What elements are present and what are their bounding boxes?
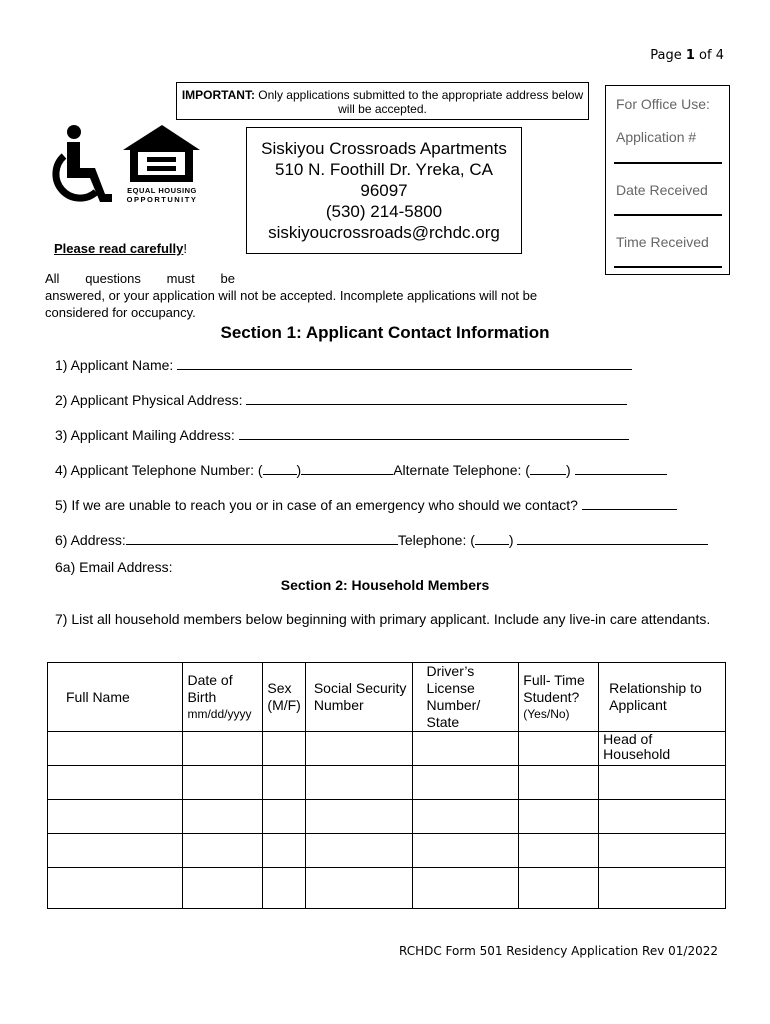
cell-dob[interactable] xyxy=(183,834,263,868)
header-ssn: Social Security Number xyxy=(305,663,412,732)
cell-dob[interactable] xyxy=(183,868,263,909)
cell-sex[interactable] xyxy=(263,732,305,766)
cell-sex[interactable] xyxy=(263,766,305,800)
table-row xyxy=(48,834,726,868)
cell-dl[interactable] xyxy=(412,732,519,766)
cell-sex[interactable] xyxy=(263,834,305,868)
date-received-label: Date Received xyxy=(616,182,708,198)
important-text: Only applications submitted to the appropriate address below will be accepted. xyxy=(254,88,584,116)
emergency-contact-row xyxy=(55,495,677,513)
cell-dl[interactable] xyxy=(412,766,519,800)
alternate-telephone-label: Alternate Telephone: ( xyxy=(393,462,530,478)
household-instructions: 7) List all household members below beginning with primary applicant. Include any live-in care attendants. xyxy=(55,611,711,627)
page-number: Page 1 of 4 xyxy=(650,48,724,63)
logos xyxy=(50,122,205,212)
header-drivers-license: Driver’s License Number/ State xyxy=(412,663,519,732)
mailing-address-row xyxy=(55,425,629,443)
office-use-title: For Office Use: xyxy=(616,96,710,112)
time-received-label: Time Received xyxy=(616,234,709,250)
office-use-box xyxy=(605,85,730,275)
cell-ssn[interactable] xyxy=(305,868,412,909)
cell-ssn[interactable] xyxy=(305,834,412,868)
table-row xyxy=(48,766,726,800)
table-row xyxy=(48,868,726,909)
property-zip: 96097 xyxy=(360,181,408,200)
cell-student[interactable] xyxy=(519,766,599,800)
cell-sex[interactable] xyxy=(263,868,305,909)
email-address-label: 6a) Email Address: xyxy=(55,559,173,575)
physical-address-label: 2) Applicant Physical Address: xyxy=(55,392,243,408)
emergency-contact-label: 5) If we are unable to reach you or in case of an emergency who should we contact? xyxy=(55,497,578,513)
header-full-name: Full Name xyxy=(48,663,183,732)
property-email: siskiyoucrossroads@rchdc.org xyxy=(268,223,500,242)
emergency-address-field[interactable] xyxy=(126,530,398,545)
alternate-area-field[interactable] xyxy=(530,460,566,475)
cell-sex[interactable] xyxy=(263,800,305,834)
header-relationship: Relationship to Applicant xyxy=(599,663,726,732)
emergency-address-label: 6) Address: xyxy=(55,532,126,548)
cell-ssn[interactable] xyxy=(305,732,412,766)
emergency-contact-field[interactable] xyxy=(582,495,677,510)
cell-dl[interactable] xyxy=(412,834,519,868)
property-address-box xyxy=(246,127,522,254)
physical-address-field[interactable] xyxy=(246,390,627,405)
cell-full-name[interactable] xyxy=(48,868,183,909)
cell-dob[interactable] xyxy=(183,732,263,766)
cell-full-name[interactable] xyxy=(48,800,183,834)
applicant-name-row xyxy=(55,355,632,373)
telephone-row: 4) Applicant Telephone Number: ( ) Alternate Telephone: ( ) xyxy=(55,460,667,478)
emergency-area-field[interactable] xyxy=(475,530,509,545)
mailing-address-field[interactable] xyxy=(239,425,629,440)
household-members-table xyxy=(47,662,726,909)
cell-relationship[interactable] xyxy=(599,868,726,909)
telephone-label: 4) Applicant Telephone Number: ( xyxy=(55,462,263,478)
header-date-of-birth: Date of Birth mm/dd/yyyy xyxy=(183,663,263,732)
telephone-field[interactable] xyxy=(301,460,393,475)
alternate-telephone-field[interactable] xyxy=(575,460,667,475)
emergency-address-row: 6) Address: Telephone: ( ) xyxy=(55,530,708,548)
application-number-label: Application # xyxy=(616,129,697,145)
application-number-field[interactable] xyxy=(614,162,722,164)
important-label: IMPORTANT: xyxy=(181,88,255,102)
cell-student[interactable] xyxy=(519,868,599,909)
cell-ssn[interactable] xyxy=(305,766,412,800)
cell-full-name[interactable] xyxy=(48,834,183,868)
important-notice xyxy=(176,82,589,120)
form-footer: RCHDC Form 501 Residency Application Rev 01/2022 xyxy=(398,944,718,958)
cell-full-name[interactable] xyxy=(48,766,183,800)
header-full-time-student: Full- Time Student? (Yes/No) xyxy=(519,663,599,732)
property-phone: (530) 214-5800 xyxy=(325,202,443,221)
emergency-telephone-label: Telephone: ( xyxy=(397,532,475,548)
intro-text: All questions must be answered, or your application will not be accepted. Incomplete applications will not be considered for occupancy. xyxy=(45,271,538,320)
email-address-row xyxy=(55,559,173,575)
cell-student[interactable] xyxy=(519,800,599,834)
section-1-title: Section 1: Applicant Contact Information xyxy=(220,323,550,342)
applicant-name-label: 1) Applicant Name: xyxy=(55,357,174,373)
property-street: 510 N. Foothill Dr. Yreka, CA xyxy=(275,160,493,179)
telephone-area-field[interactable] xyxy=(263,460,297,475)
table-header-row xyxy=(48,663,726,732)
section-2-title: Section 2: Household Members xyxy=(280,577,490,593)
mailing-address-label: 3) Applicant Mailing Address: xyxy=(55,427,235,443)
cell-dl[interactable] xyxy=(412,800,519,834)
emergency-telephone-field[interactable] xyxy=(517,530,708,545)
property-name: Siskiyou Crossroads Apartments xyxy=(261,139,507,158)
cell-student[interactable] xyxy=(519,732,599,766)
equal-housing-line2: OPPORTUNITY xyxy=(126,195,198,204)
header-sex: Sex (M/F) xyxy=(263,663,305,732)
cell-dob[interactable] xyxy=(183,766,263,800)
cell-relationship-head: Head of Household xyxy=(599,732,726,766)
physical-address-row xyxy=(55,390,627,408)
cell-full-name[interactable] xyxy=(48,732,183,766)
cell-ssn[interactable] xyxy=(305,800,412,834)
table-row xyxy=(48,732,726,766)
cell-relationship[interactable] xyxy=(599,800,726,834)
applicant-name-field[interactable] xyxy=(177,355,632,370)
table-row xyxy=(48,800,726,834)
cell-dl[interactable] xyxy=(412,868,519,909)
please-read-carefully: Please read carefully! xyxy=(54,241,187,256)
time-received-field[interactable] xyxy=(614,266,722,268)
equal-housing-line1: EQUAL HOUSING xyxy=(127,186,197,195)
cell-student[interactable] xyxy=(519,834,599,868)
date-received-field[interactable] xyxy=(614,214,722,216)
cell-relationship[interactable] xyxy=(599,766,726,800)
cell-relationship[interactable] xyxy=(599,834,726,868)
cell-dob[interactable] xyxy=(183,800,263,834)
